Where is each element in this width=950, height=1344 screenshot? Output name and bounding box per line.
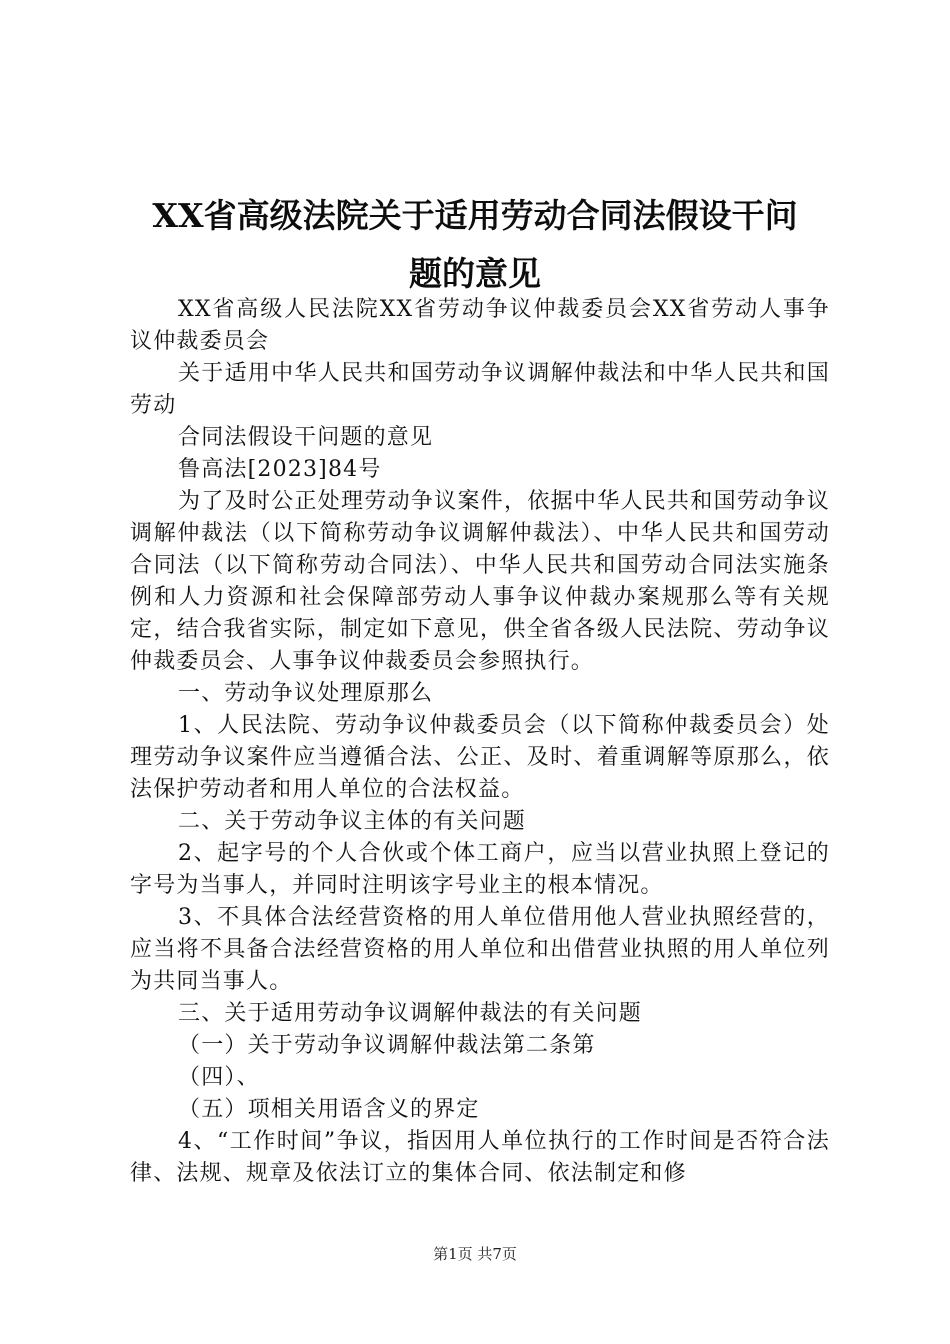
subsection-heading-2: （四）、	[178, 1065, 260, 1090]
issuing-authorities: XX省高级人民法院XX省劳动争议仲裁委员会XX省劳动人事争议仲裁委员会	[130, 297, 830, 354]
section-heading-1: 一、劳动争议处理原那么	[178, 681, 434, 706]
subsection-heading-1: （一）关于劳动争议调解仲裁法第二条第	[178, 1033, 596, 1058]
subtitle-part-2: 合同法假设干问题的意见	[178, 425, 434, 450]
clause-4: 4、“工作时间”争议，指因用人单位执行的工作时间是否符合法律、法规、规章及依法订立的集体合同、依法制定和修	[130, 1129, 830, 1186]
clause-2: 2、起字号的个人合伙或个体工商户，应当以营业执照上登记的字号为当事人，并同时注明该字号业主的根本情况。	[130, 841, 830, 898]
clause-3: 3、不具体合法经营资格的用人单位借用他人营业执照经营的，应当将不具备合法经营资格的用人单位和出借营业执照的用人单位列为共同当事人。	[130, 905, 830, 994]
preamble-paragraph: 为了及时公正处理劳动争议案件，依据中华人民共和国劳动争议调解仲裁法（以下简称劳动争议调解仲裁法）、中华人民共和国劳动合同法（以下简称劳动合同法）、中华人民共和国劳动合同法实施条例和人力资源和社会保障部劳动人事争议仲裁办案规那么等有关规定，结合我省实际，制定如下意见，供全省各级人民法院、劳动争议仲裁委员会、人事争议仲裁委员会参照执行。	[130, 489, 830, 674]
document-title-line-1: XX省高级法院关于适用劳动合同法假设干问	[152, 196, 798, 235]
document-number: 鲁高法[2023]84号	[178, 457, 382, 482]
subtitle-part-1: 关于适用中华人民共和国劳动争议调解仲裁法和中华人民共和国劳动	[130, 361, 830, 418]
clause-1: 1、人民法院、劳动争议仲裁委员会（以下简称仲裁委员会）处理劳动争议案件应当遵循合法、公正、及时、着重调解等原那么，依法保护劳动者和用人单位的合法权益。	[130, 713, 830, 802]
subsection-heading-3: （五）项相关用语含义的界定	[178, 1097, 480, 1122]
section-heading-2: 二、关于劳动争议主体的有关问题	[178, 809, 527, 834]
document-body	[130, 294, 830, 1190]
document-title-line-2: 题的意见	[409, 254, 541, 293]
section-heading-3: 三、关于适用劳动争议调解仲裁法的有关问题	[178, 1001, 643, 1026]
page-number-footer: 第1页 共7页	[433, 1245, 517, 1263]
